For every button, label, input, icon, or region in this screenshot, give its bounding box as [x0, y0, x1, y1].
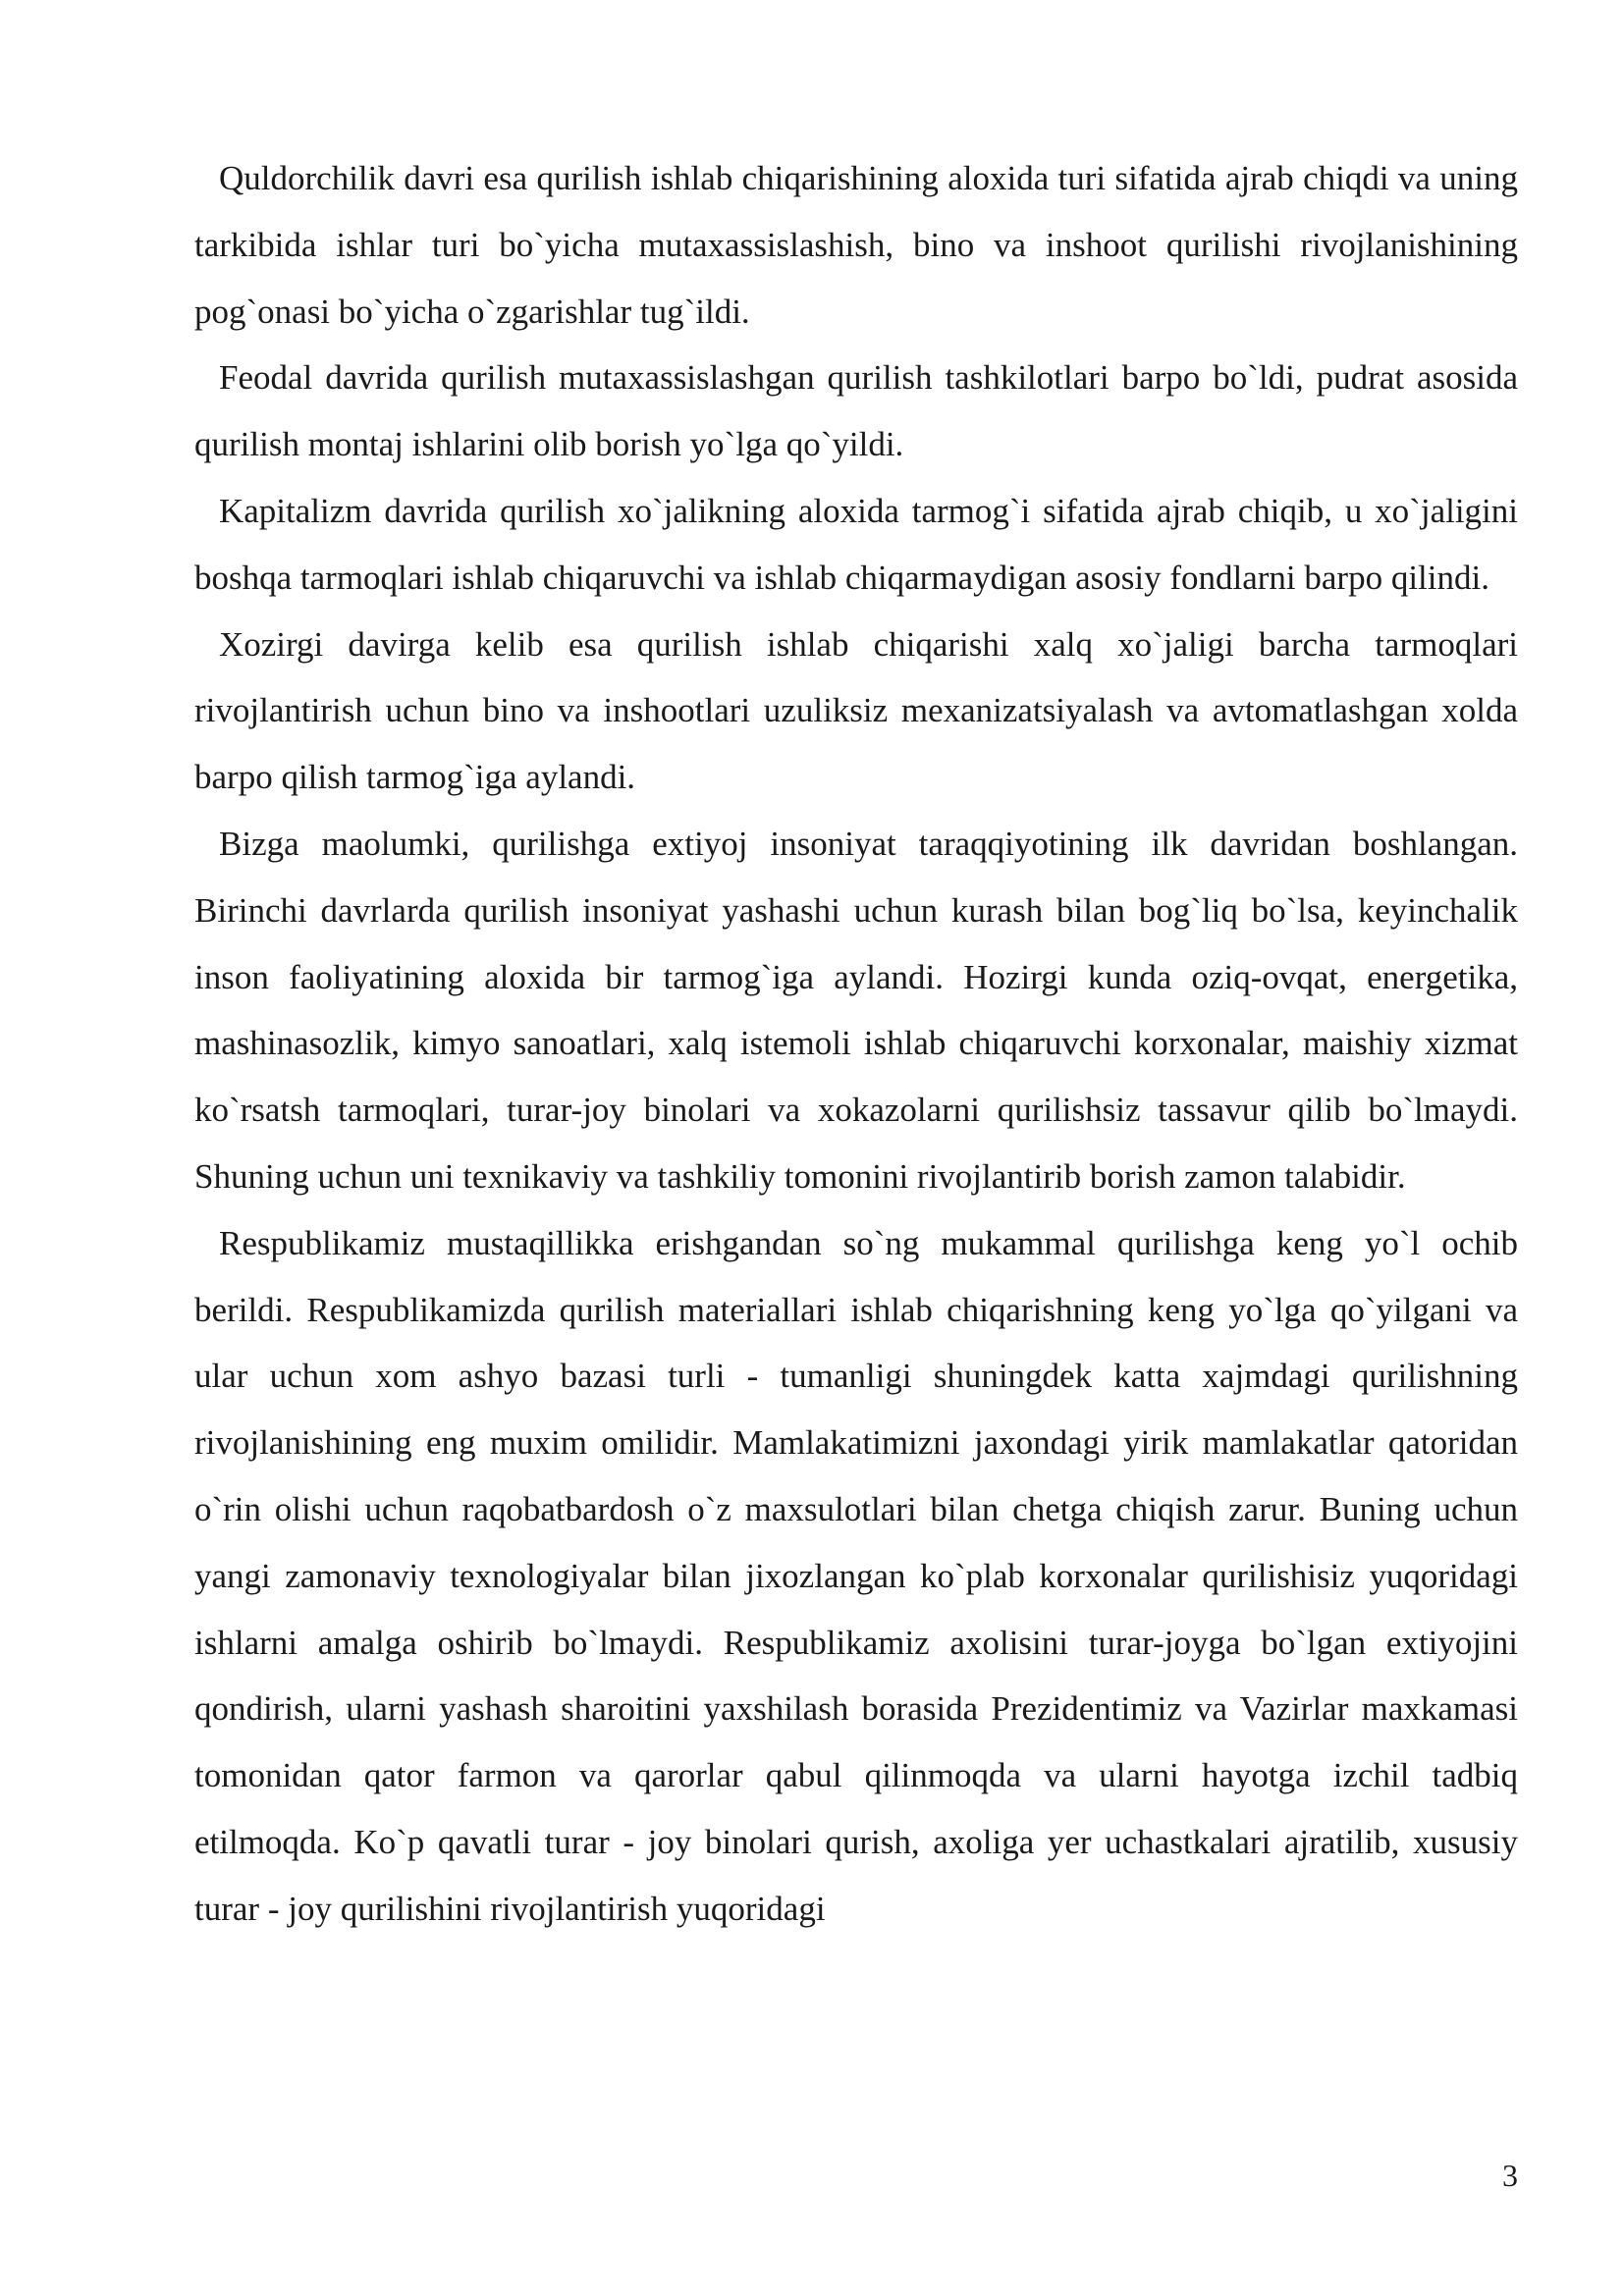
paragraph-slavery-era: Quldorchilik davri esa qurilish ishlab chiqarishining aloxida turi sifatida ajrab chiqdi va uning tarkibida ishlar turi bo`yicha mutaxassislashish, bino va inshoot qurilishi rivojlanishining pog`onasi bo`yicha o`zgarishlar tug`ildi.: [194, 159, 1518, 331]
document-body: [194, 145, 1518, 1943]
paragraph-construction-need: Bizga maolumki, qurilishga extiyoj insoniyat taraqqiyotining ilk davridan boshlangan. Birinchi davrlarda qurilish insoniyat yashashi uchun kurash bilan bog`liq bo`lsa, keyinchalik inson faoliyatining aloxida bir tarmog`iga aylandi. Hozirgi kunda oziq-ovqat, energetika, mashinasozlik, kimyo sanoatlari, xalq istemoli ishlab chiqaruvchi korxonalar, maishiy xizmat ko`rsatsh tarmoqlari, turar-joy binolari va xokazolarni qurilishsiz tassavur qilib bo`lmaydi. Shuning uchun uni texnikaviy va tashkiliy tomonini rivojlantirib borish zamon talabidir.: [194, 824, 1518, 1196]
paragraph-capitalism-era: Kapitalizm davrida qurilish xo`jalikning aloxida tarmog`i sifatida ajrab chiqib, u xo`jaligini boshqa tarmoqlari ishlab chiqaruvchi va ishlab chiqarmaydigan asosiy fondlarni barpo qilindi.: [194, 491, 1518, 597]
paragraph-present-era: Xozirgi davirga kelib esa qurilish ishlab chiqarishi xalq xo`jaligi barcha tarmoqlari rivojlantirish uchun bino va inshootlari uzuliksiz mexanizatsiyalash va avtomatlashgan xolda barpo qilish tarmog`iga aylandi.: [194, 624, 1518, 797]
paragraph-feudal-era: Feodal davrida qurilish mutaxassislashgan qurilish tashkilotlari barpo bo`ldi, pudrat asosida qurilish montaj ishlarini olib borish yo`lga qo`yildi.: [194, 358, 1518, 464]
page-number: 3: [1502, 2158, 1518, 2193]
paragraph-republic-independence: Respublikamiz mustaqillikka erishgandan so`ng mukammal qurilishga keng yo`l ochib berildi. Respublikamizda qurilish materiallari ishlab chiqarishning keng yo`lga qo`yilgani va ular uchun xom ashyo bazasi turli - tumanligi shuningdek katta xajmdagi qurilishning rivojlanishining eng muxim omilidir. Mamlakatimizni jaxondagi yirik mamlakatlar qatoridan o`rin olishi uchun raqobatbardosh o`z maxsulotlari bilan chetga chiqish zarur. Buning uchun yangi zamonaviy texnologiyalar bilan jixozlangan ko`plab korxonalar qurilishisiz yuqoridagi ishlarni amalga oshirib bo`lmaydi. Respublikamiz axolisini turar-joyga bo`lgan extiyojini qondirish, ularni yashash sharoitini yaxshilash borasida Prezidentimiz va Vazirlar maxkamasi tomonidan qator farmon va qarorlar qabul qilinmoqda va ularni hayotga izchil tadbiq etilmoqda. Ko`p qavatli turar - joy binolari qurish, axoliga yer uchastkalari ajratilib, xususiy turar - joy qurilishini rivojlantirish yuqoridagi: [194, 1223, 1518, 1928]
